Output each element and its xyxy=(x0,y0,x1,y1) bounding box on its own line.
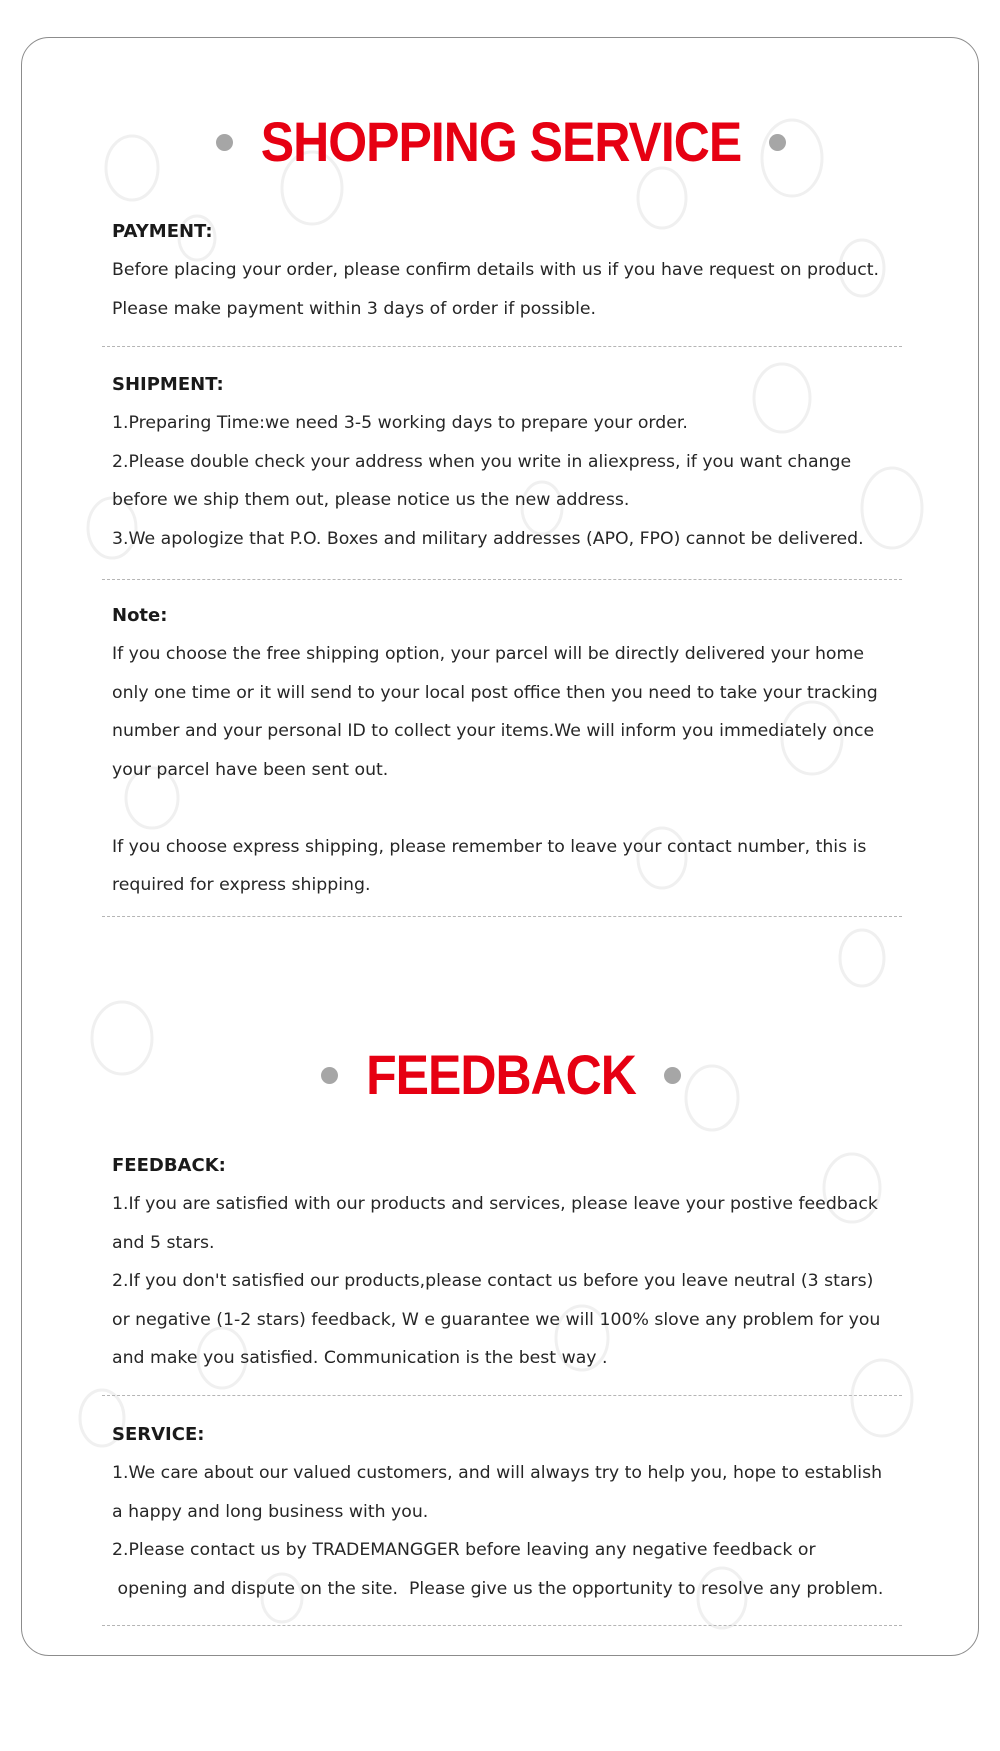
service-line: opening and dispute on the site. Please give us the opportunity to resolve any problem. xyxy=(112,1578,884,1599)
feedback-title: FEEDBACK xyxy=(366,1043,636,1107)
feedback-section xyxy=(112,1147,912,1378)
note-line: your parcel have been sent out. xyxy=(112,759,389,780)
payment-line: Before placing your order, please confirm details with us if you have request on product. xyxy=(112,260,880,280)
payment-line: Please make payment within 3 days of order if possible. xyxy=(112,298,597,319)
feedback-line: and make you satisfied. Communication is the best way . xyxy=(112,1348,608,1368)
note-heading: Note: xyxy=(112,605,168,626)
shopping-service-title-row xyxy=(22,107,979,177)
feedback-line: or negative (1-2 stars) feedback, W e guarantee we will 100% slove any problem for you xyxy=(112,1309,881,1330)
feedback-line: 2.If you don't satisfied our products,please contact us before you leave neutral (3 stars) xyxy=(112,1271,874,1291)
shipment-heading: SHIPMENT: xyxy=(112,374,224,395)
bullet-dot-icon xyxy=(664,1067,681,1084)
service-line: 1.We care about our valued customers, and will always try to help you, hope to establish xyxy=(112,1463,883,1483)
bullet-dot-icon xyxy=(216,134,233,151)
service-section xyxy=(112,1416,912,1608)
shipment-line: 3.We apologize that P.O. Boxes and military addresses (APO, FPO) cannot be delivered. xyxy=(112,528,864,549)
service-heading: SERVICE: xyxy=(112,1424,205,1445)
payment-section xyxy=(112,213,912,328)
feedback-heading: FEEDBACK: xyxy=(112,1155,226,1176)
service-line: 2.Please contact us by TRADEMANGGER before leaving any negative feedback or xyxy=(112,1540,816,1560)
shipment-line: 2.Please double check your address when you write in aliexpress, if you want change xyxy=(112,451,852,472)
shipment-section xyxy=(112,366,912,558)
dashed-divider xyxy=(102,1395,902,1396)
service-line: a happy and long business with you. xyxy=(112,1501,429,1522)
note-section xyxy=(112,597,912,905)
note-line: If you choose express shipping, please remember to leave your contact number, this is xyxy=(112,836,867,857)
dashed-divider xyxy=(102,1625,902,1626)
dashed-divider xyxy=(102,916,902,917)
dashed-divider xyxy=(102,346,902,347)
feedback-line: and 5 stars. xyxy=(112,1232,215,1253)
feedback-title-row xyxy=(22,1040,979,1110)
service-card xyxy=(21,37,979,1656)
bullet-dot-icon xyxy=(769,134,786,151)
feedback-line: 1.If you are satisfied with our products and services, please leave your postive feedback xyxy=(112,1194,878,1214)
note-line: required for express shipping. xyxy=(112,875,371,895)
note-line: If you choose the free shipping option, your parcel will be directly delivered your home xyxy=(112,644,864,664)
dashed-divider xyxy=(102,579,902,580)
note-line: number and your personal ID to collect your items.We will inform you immediately once xyxy=(112,721,875,741)
note-line: only one time or it will send to your local post office then you need to take your tracking xyxy=(112,682,878,703)
paragraph-spacer xyxy=(112,789,912,828)
shipment-line: before we ship them out, please notice us the new address. xyxy=(112,490,630,510)
shipment-line: 1.Preparing Time:we need 3-5 working days to prepare your order. xyxy=(112,413,688,433)
shopping-service-title: SHOPPING SERVICE xyxy=(260,110,742,174)
payment-heading: PAYMENT: xyxy=(112,221,213,242)
bullet-dot-icon xyxy=(321,1067,338,1084)
